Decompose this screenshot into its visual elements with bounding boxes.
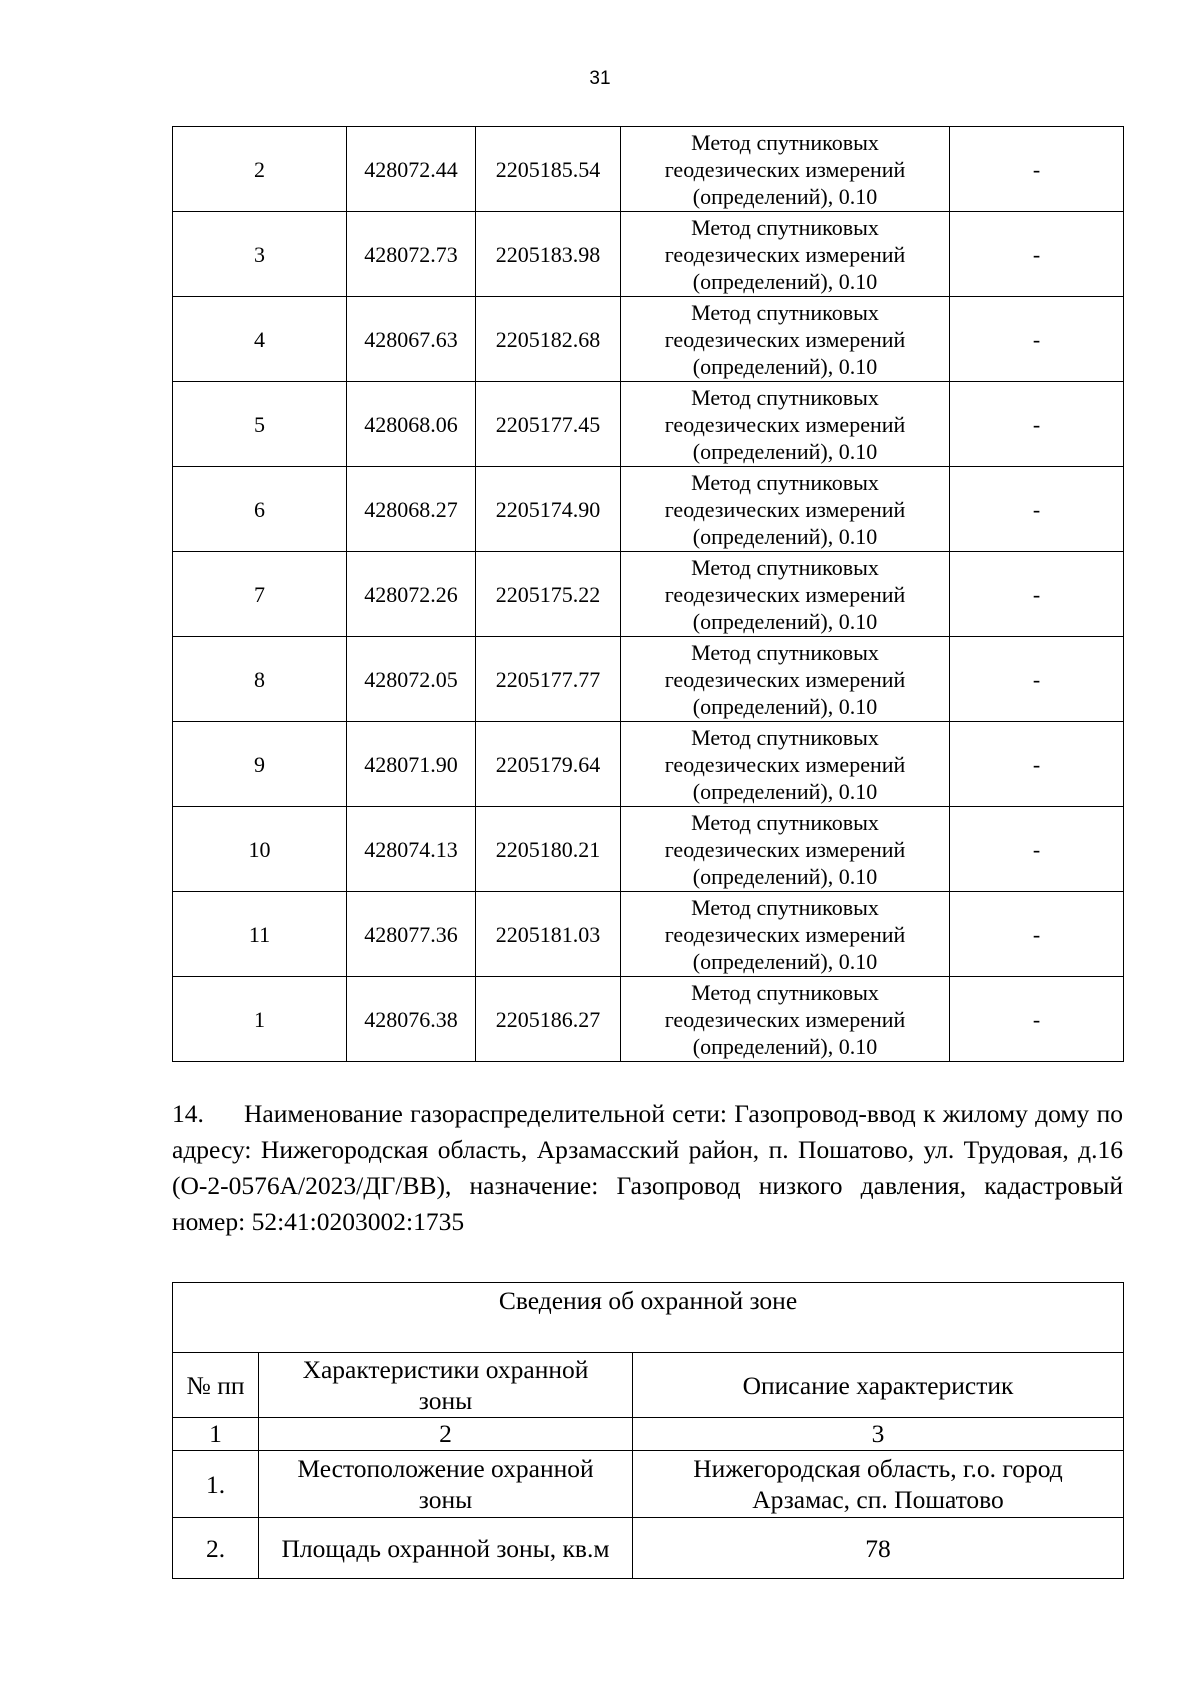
coord-x: 428067.63	[347, 297, 476, 382]
coordinate-row	[173, 637, 1124, 722]
method-line: геодезических измерений	[664, 836, 906, 862]
method-line: Метод спутниковых	[691, 809, 879, 835]
point-number: 3	[173, 212, 347, 297]
coord-x: 428072.26	[347, 552, 476, 637]
point-number: 9	[173, 722, 347, 807]
method-line: геодезических измерений	[664, 241, 906, 267]
coordinate-row	[173, 977, 1124, 1062]
coord-y: 2205181.03	[476, 892, 621, 977]
point-number: 6	[173, 467, 347, 552]
coordinate-row	[173, 552, 1124, 637]
method-cell	[621, 552, 950, 637]
coord-x: 428074.13	[347, 807, 476, 892]
row-value	[633, 1451, 1124, 1518]
method-line: Метод спутниковых	[691, 639, 879, 665]
coordinate-row	[173, 127, 1124, 212]
method-line: (определений), 0.10	[692, 693, 878, 719]
coordinate-row	[173, 722, 1124, 807]
point-number: 4	[173, 297, 347, 382]
method-line: Метод спутниковых	[691, 724, 879, 750]
point-number: 1	[173, 977, 347, 1062]
section-14-paragraph	[172, 1096, 1123, 1240]
method-cell	[621, 297, 950, 382]
coord-y: 2205180.21	[476, 807, 621, 892]
coord-x: 428076.38	[347, 977, 476, 1062]
method-line: геодезических измерений	[664, 411, 906, 437]
coord-y: 2205185.54	[476, 127, 621, 212]
coord-y: 2205183.98	[476, 212, 621, 297]
method-line: Метод спутниковых	[691, 129, 879, 155]
method-line: (определений), 0.10	[692, 183, 878, 209]
protection-zone-table	[172, 1282, 1124, 1579]
row-value-line: Арзамас, сп. Пошатово	[752, 1485, 1004, 1514]
method-line: (определений), 0.10	[692, 863, 878, 889]
note-cell: -	[950, 297, 1124, 382]
method-line: (определений), 0.10	[692, 353, 878, 379]
coord-y: 2205174.90	[476, 467, 621, 552]
method-line: (определений), 0.10	[692, 948, 878, 974]
zone-row-location	[173, 1451, 1124, 1518]
header-characteristics-line: Характеристики охранной	[302, 1355, 589, 1384]
coord-y: 2205179.64	[476, 722, 621, 807]
note-cell: -	[950, 637, 1124, 722]
header-number: № пп	[173, 1353, 259, 1418]
method-line: Метод спутниковых	[691, 384, 879, 410]
header-description: Описание характеристик	[633, 1353, 1124, 1418]
method-line: Метод спутниковых	[691, 299, 879, 325]
coord-y: 2205186.27	[476, 977, 621, 1062]
coordinates-table	[172, 126, 1124, 1062]
point-number: 10	[173, 807, 347, 892]
row-name-line: зоны	[418, 1485, 473, 1514]
coord-y: 2205177.45	[476, 382, 621, 467]
row-name	[259, 1451, 633, 1518]
row-value: 78	[633, 1518, 1124, 1579]
note-cell: -	[950, 127, 1124, 212]
method-line: (определений), 0.10	[692, 438, 878, 464]
method-line: геодезических измерений	[664, 921, 906, 947]
zone-table-header-row	[173, 1353, 1124, 1418]
section-number: 14.	[172, 1099, 204, 1128]
page-number: 31	[589, 68, 611, 89]
row-name-line: Местоположение охранной	[297, 1454, 594, 1483]
method-cell	[621, 637, 950, 722]
method-line: (определений), 0.10	[692, 268, 878, 294]
coord-y: 2205182.68	[476, 297, 621, 382]
coord-y: 2205177.77	[476, 637, 621, 722]
zone-row-area	[173, 1518, 1124, 1579]
coord-x: 428071.90	[347, 722, 476, 807]
method-cell	[621, 807, 950, 892]
method-line: геодезических измерений	[664, 666, 906, 692]
point-number: 7	[173, 552, 347, 637]
method-line: (определений), 0.10	[692, 523, 878, 549]
coord-y: 2205175.22	[476, 552, 621, 637]
method-cell	[621, 892, 950, 977]
index-cell: 3	[633, 1418, 1124, 1451]
coordinate-row	[173, 382, 1124, 467]
coordinate-row	[173, 892, 1124, 977]
coordinate-row	[173, 297, 1124, 382]
coordinate-row	[173, 467, 1124, 552]
coord-x: 428068.06	[347, 382, 476, 467]
coordinate-row	[173, 212, 1124, 297]
method-line: (определений), 0.10	[692, 608, 878, 634]
note-cell: -	[950, 977, 1124, 1062]
note-cell: -	[950, 467, 1124, 552]
note-cell: -	[950, 807, 1124, 892]
coordinate-row	[173, 807, 1124, 892]
note-cell: -	[950, 892, 1124, 977]
method-line: геодезических измерений	[664, 1006, 906, 1032]
method-line: Метод спутниковых	[691, 554, 879, 580]
row-number: 1.	[173, 1451, 259, 1518]
coord-x: 428072.73	[347, 212, 476, 297]
index-cell: 1	[173, 1418, 259, 1451]
method-line: Метод спутниковых	[691, 214, 879, 240]
method-cell	[621, 127, 950, 212]
method-cell	[621, 722, 950, 807]
point-number: 5	[173, 382, 347, 467]
zone-table-index-row	[173, 1418, 1124, 1451]
method-line: геодезических измерений	[664, 156, 906, 182]
note-cell: -	[950, 382, 1124, 467]
coord-x: 428068.27	[347, 467, 476, 552]
coord-x: 428072.44	[347, 127, 476, 212]
method-line: геодезических измерений	[664, 751, 906, 777]
method-line: Метод спутниковых	[691, 469, 879, 495]
method-line: (определений), 0.10	[692, 778, 878, 804]
method-cell	[621, 212, 950, 297]
method-line: геодезических измерений	[664, 496, 906, 522]
point-number: 2	[173, 127, 347, 212]
method-cell	[621, 467, 950, 552]
row-value-line: Нижегородская область, г.о. город	[693, 1454, 1063, 1483]
coord-x: 428072.05	[347, 637, 476, 722]
method-line: Метод спутниковых	[691, 894, 879, 920]
method-cell	[621, 382, 950, 467]
section-text: Наименование газораспределительной сети: Газопровод-ввод к жилому дому по адресу: Нижегородская область, Арзамасский район, п. Пошатово, ул. Трудовая, д.16 (О-2-0576А/2023/ДГ/ВВ), назначение: Газопровод низкого давления, кадастровый номер: 52:41:0203002:1735	[172, 1099, 1123, 1236]
point-number: 11	[173, 892, 347, 977]
note-cell: -	[950, 722, 1124, 807]
row-number: 2.	[173, 1518, 259, 1579]
index-cell: 2	[259, 1418, 633, 1451]
zone-table-caption: Сведения об охранной зоне	[173, 1283, 1124, 1353]
method-line: (определений), 0.10	[692, 1033, 878, 1059]
header-characteristics	[259, 1353, 633, 1418]
method-line: геодезических измерений	[664, 326, 906, 352]
method-line: геодезических измерений	[664, 581, 906, 607]
point-number: 8	[173, 637, 347, 722]
method-line: Метод спутниковых	[691, 979, 879, 1005]
note-cell: -	[950, 212, 1124, 297]
coord-x: 428077.36	[347, 892, 476, 977]
header-characteristics-line: зоны	[418, 1386, 473, 1415]
row-name: Площадь охранной зоны, кв.м	[259, 1518, 633, 1579]
note-cell: -	[950, 552, 1124, 637]
method-cell	[621, 977, 950, 1062]
